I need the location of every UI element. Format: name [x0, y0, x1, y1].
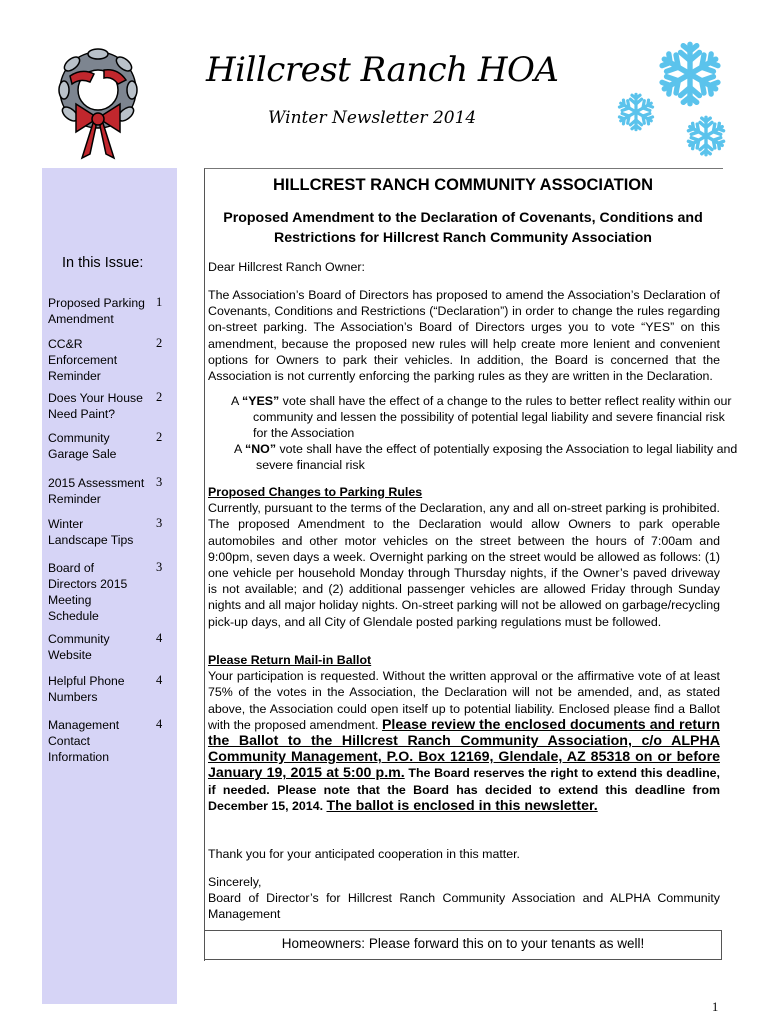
in-this-issue-heading: In this Issue:	[62, 255, 144, 271]
greeting: Dear Hillcrest Ranch Owner:	[208, 260, 365, 274]
mail-ballot-body: Your participation is requested. Without the written approval or the affirmative vote of at least 75% of the votes in the Association, the Declaration will not be amended, and, as stated above, the Association could open itself up to potential liability. Enclosed please find a Ballot with the proposed amendment.	[208, 669, 720, 732]
amendment-title: Proposed Amendment to the Declaration of Covenants, Conditions and Restrictions for Hillcrest Ranch Community Association	[223, 210, 703, 246]
mail-ballot-section	[208, 652, 720, 814]
toc-page-number: 2	[156, 390, 163, 404]
toc-item-label[interactable]: Does Your House Need Paint?	[48, 391, 143, 421]
snowflake-icon	[608, 40, 734, 160]
toc-item-label[interactable]: 2015 Assessment Reminder	[48, 476, 145, 506]
newsletter-subtitle: Winter Newsletter 2014	[268, 108, 477, 128]
toc-item-label[interactable]: Management Contact Information	[48, 718, 120, 764]
toc-page-number: 4	[156, 717, 163, 731]
sincerely-line: Sincerely,	[208, 875, 262, 889]
toc-item-label[interactable]: Community Garage Sale	[48, 431, 117, 461]
ballot-return-instructions: Please review the enclosed documents and return the Ballot to the Hillcrest Ranch Community Association, c/o ALPHA Community Management, P.O. Box 12169, Glendale, AZ 85318 on or before January 19, 2015 at 5:00 p.m.	[208, 716, 720, 782]
toc-page-number: 2	[156, 336, 163, 350]
toc-page-number: 3	[156, 475, 163, 489]
association-heading: HILLCREST RANCH COMMUNITY ASSOCIATION	[272, 176, 654, 194]
mail-ballot-text	[208, 668, 720, 814]
no-prefix: A	[234, 442, 246, 456]
tenant-notice-text: Homeowners: Please forward this on to your tenants as well!	[281, 936, 645, 951]
toc-page-number: 1	[156, 295, 163, 309]
newsletter-title: Hillcrest Ranch HOA	[206, 50, 559, 90]
parking-changes-heading: Proposed Changes to Parking Rules	[208, 485, 423, 499]
signature-line: Board of Director’s for Hillcrest Ranch Community Association and ALPHA Community Management	[208, 891, 720, 922]
intro-paragraph: The Association’s Board of Directors has proposed to amend the Association’s Declaration of Covenants, Conditions and Restrictions (“Declaration”) in order to change the rules regarding on-street parking. The Association’s Board of Directors urges you to vote “YES” on this amendment, because the proposed new rules will help create more lenient and convenient options for Owners to park their vehicles. In addition, the Board is concerned that the Association is not currently enforcing the parking rules as they are written in the Declaration.	[208, 288, 720, 384]
mail-ballot-heading: Please Return Mail-in Ballot	[208, 653, 372, 667]
yes-word: “YES”	[242, 394, 280, 408]
toc-page-number: 4	[156, 673, 163, 687]
toc-item-label[interactable]: Helpful Phone Numbers	[48, 674, 125, 704]
yes-text: vote shall have the effect of a change to the rules to better reflect reality within our community and lessen the possibility of potential legal liability and severe financial risk for the Association	[253, 394, 732, 441]
thanks-line: Thank you for your anticipated cooperation in this matter.	[208, 847, 521, 861]
toc-page-number: 2	[156, 430, 163, 444]
ballot-enclosed-note: The ballot is enclosed in this newsletter.	[326, 797, 598, 814]
no-vote-item	[234, 441, 742, 473]
toc-item-label[interactable]: Proposed Parking Amendment	[48, 296, 145, 326]
toc-page-number: 3	[156, 560, 163, 574]
toc-item-label[interactable]: Winter Landscape Tips	[48, 517, 134, 547]
parking-changes-section	[208, 484, 720, 630]
toc-item-label[interactable]: Community Website	[48, 632, 110, 662]
toc-page-number: 3	[156, 516, 163, 530]
wreath-icon	[42, 40, 154, 162]
toc-page-number: 4	[156, 631, 163, 645]
no-word: “NO”	[245, 442, 277, 456]
toc-item-label[interactable]: Board of Directors 2015 Meeting Schedule	[48, 561, 128, 623]
toc-item-label[interactable]: CC&R Enforcement Reminder	[48, 337, 118, 383]
yes-vote-item	[231, 393, 741, 442]
page-number: 1	[712, 1000, 719, 1014]
deadline-note: The Board reserves the right to extend this deadline, if needed. Please note that the Board has decided to extend this deadline from December 15, 2014.	[208, 766, 720, 813]
yes-prefix: A	[231, 394, 243, 408]
no-text: vote shall have the effect of potentially exposing the Association to legal liability and severe financial risk	[256, 442, 738, 473]
parking-changes-text: Currently, pursuant to the terms of the Declaration, any and all on-street parking is prohibited. The proposed Amendment to the Declaration would allow Owners to park operable automobiles and other motor vehicles on the street between the hours of 7:00am and 9:00pm, seven days a week. Overnight parking on the street would be allowed as follows: (1) one vehicle per household Monday through Thursday nights, if the Owner’s paved driveway is not available; and (2) additional passenger vehicles are allowed Friday through Sunday nights and all major holiday nights. On-street parking will not be allowed on garbage/recycling pick-up days, and all City of Glendale posted parking regulations must be followed.	[208, 501, 720, 629]
